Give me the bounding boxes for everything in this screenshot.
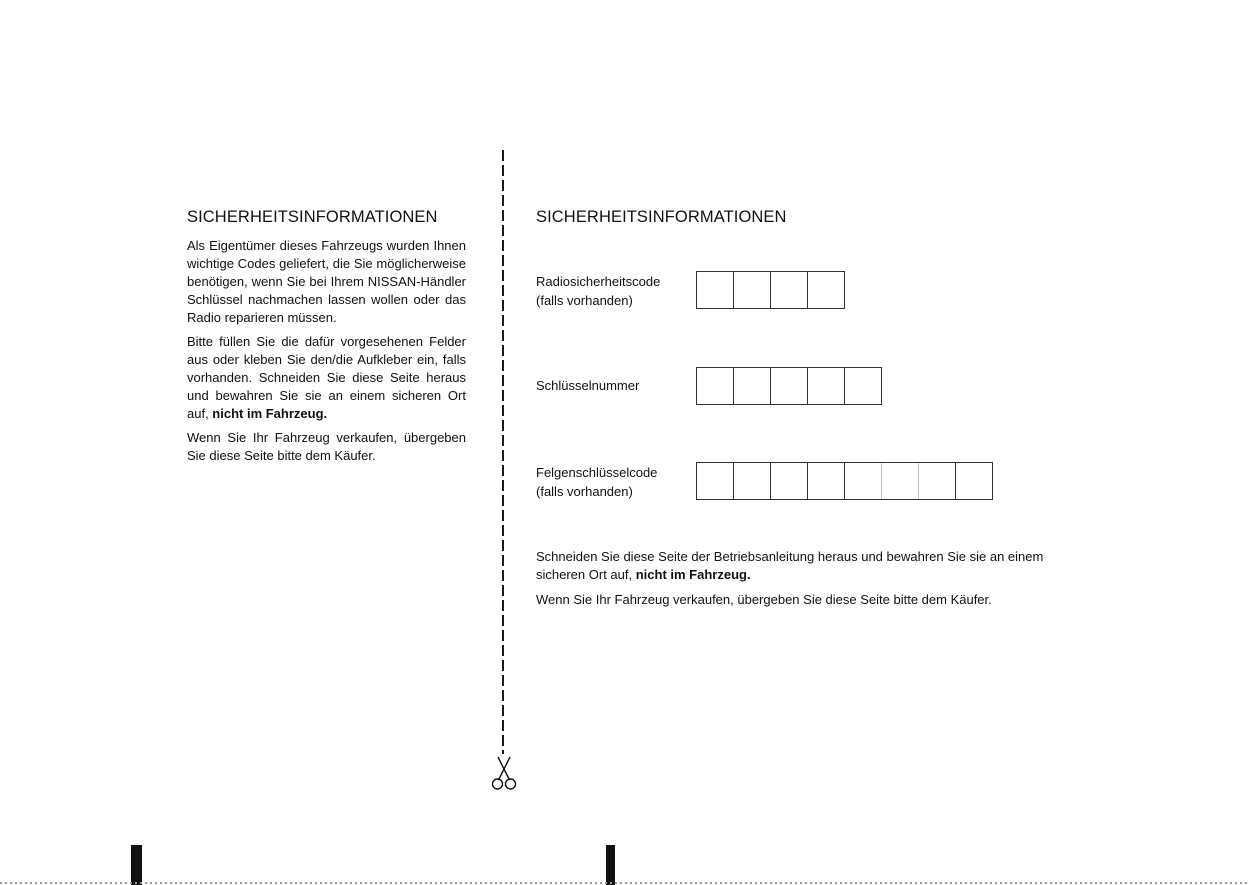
code-box[interactable] [845, 463, 882, 499]
code-box[interactable] [771, 463, 808, 499]
code-box[interactable] [808, 272, 845, 308]
left-heading: SICHERHEITSINFORMATIONEN [187, 208, 438, 226]
left-instructions-bold: nicht im Fahrzeug. [212, 406, 328, 421]
code-box[interactable] [808, 463, 845, 499]
code-box[interactable] [845, 368, 882, 404]
left-instructions-text: Bitte füllen Sie die dafür vorgesehenen Felder aus oder kleben Sie den/die Aufkleber ein, falls vorhanden. Schneiden Sie diese Seite heraus und bewahren Sie sie an einem sicheren Ort auf, [187, 334, 466, 421]
code-box[interactable] [882, 463, 919, 499]
bottom-dotted-edge [0, 882, 1248, 884]
wheel-lock-code-boxes[interactable] [696, 462, 993, 500]
radio-code-label [536, 272, 660, 310]
right-cut-note-text: Schneiden Sie diese Seite der Betriebsanleitung heraus und bewahren Sie sie an einem sicheren Ort auf, [536, 549, 1044, 582]
left-page-tab [131, 845, 142, 885]
cut-line [502, 150, 504, 754]
code-box[interactable] [697, 368, 734, 404]
left-intro-paragraph: Als Eigentümer dieses Fahrzeugs wurden Ihnen wichtige Codes geliefert, die Sie möglicherweise benötigen, wenn Sie bei Ihrem NISSAN-Händler Schlüssel nachmachen lassen wollen oder das Radio reparieren müssen. [187, 238, 466, 325]
left-column [187, 208, 466, 471]
wheel-lock-code-label-sub: (falls vorhanden) [536, 484, 633, 499]
key-number-label: Schlüsselnummer [536, 378, 640, 393]
code-box[interactable] [697, 463, 734, 499]
code-box[interactable] [734, 463, 771, 499]
radio-code-label-sub: (falls vorhanden) [536, 293, 633, 308]
right-column [536, 208, 1096, 237]
right-notes [536, 548, 1096, 616]
right-heading: SICHERHEITSINFORMATIONEN [536, 208, 787, 226]
code-box[interactable] [734, 272, 771, 308]
radio-code-boxes[interactable] [696, 271, 845, 309]
wheel-lock-code-label-main: Felgenschlüsselcode [536, 465, 658, 480]
right-cut-note [536, 548, 1096, 584]
code-box[interactable] [956, 463, 993, 499]
code-box[interactable] [771, 272, 808, 308]
right-sale-note: Wenn Sie Ihr Fahrzeug verkaufen, übergeben Sie diese Seite bitte dem Käufer. [536, 592, 992, 607]
scissors-icon [490, 755, 518, 791]
radio-code-label-main: Radiosicherheitscode [536, 274, 661, 289]
right-page-tab [606, 845, 615, 885]
code-box[interactable] [771, 368, 808, 404]
left-instructions-paragraph [187, 333, 466, 423]
wheel-lock-code-label [536, 463, 657, 501]
key-number-boxes[interactable] [696, 367, 882, 405]
code-box[interactable] [808, 368, 845, 404]
code-box[interactable] [697, 272, 734, 308]
right-cut-note-bold: nicht im Fahrzeug. [635, 567, 751, 582]
left-sale-paragraph: Wenn Sie Ihr Fahrzeug verkaufen, übergeben Sie diese Seite bitte dem Käufer. [187, 430, 466, 463]
code-box[interactable] [734, 368, 771, 404]
code-box[interactable] [919, 463, 956, 499]
